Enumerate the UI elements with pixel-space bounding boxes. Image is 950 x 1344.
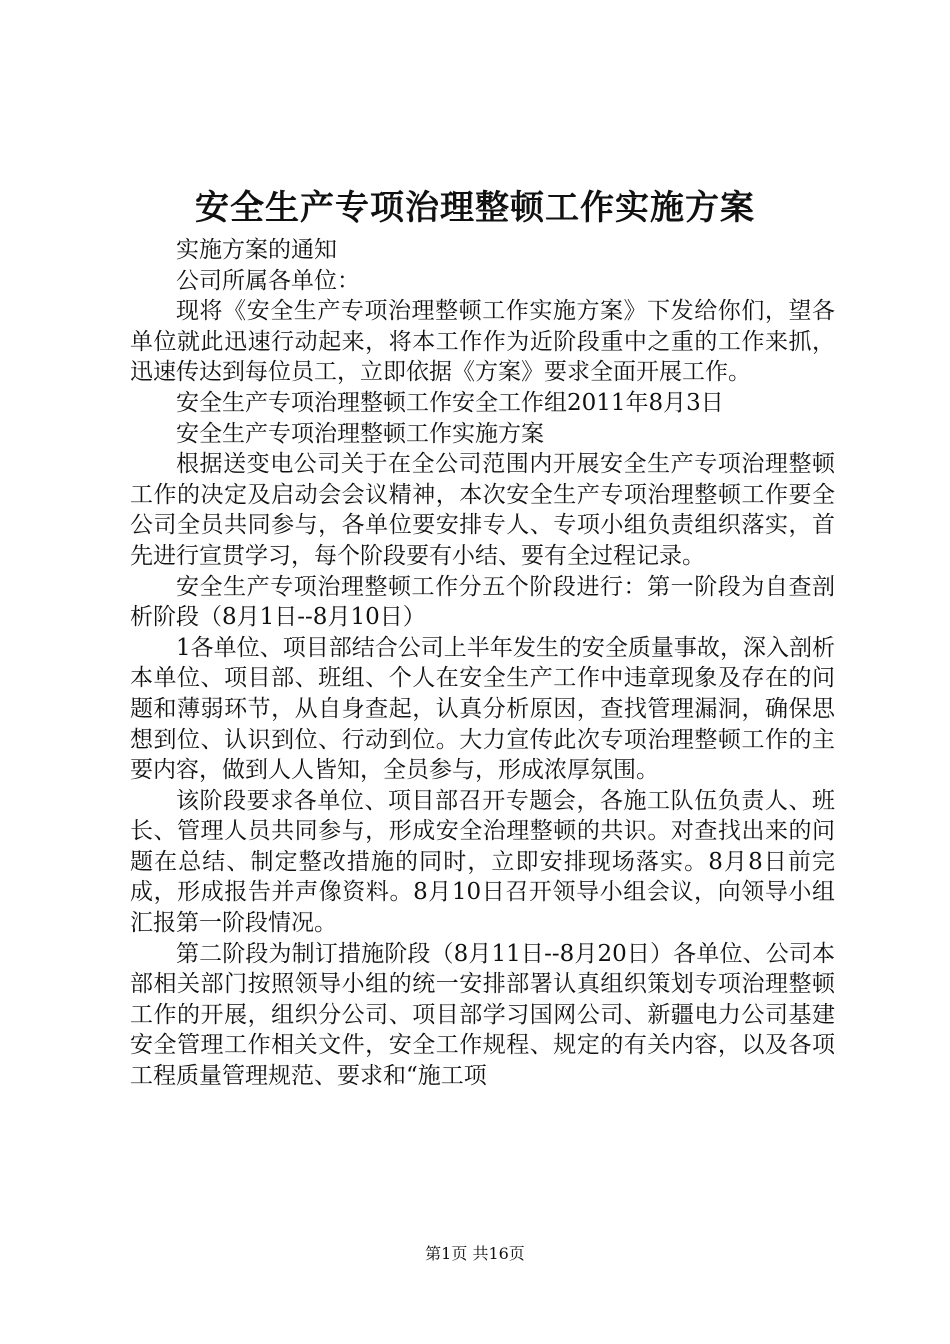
paragraph-phases: 安全生产专项治理整顿工作分五个阶段进行：第一阶段为自查剖析阶段（8月1日--8月10日） (130, 573, 835, 631)
document-title: 安全生产专项治理整顿工作实施方案 (195, 188, 755, 228)
paragraph-plan-heading: 安全生产专项治理整顿工作实施方案 (176, 420, 544, 447)
document-body (130, 235, 835, 1092)
paragraph-signature-date: 安全生产专项治理整顿工作安全工作组2011年8月3日 (176, 389, 724, 416)
page-footer: 第1页 共16页 (425, 1244, 525, 1263)
paragraph-phase-two: 第二阶段为制订措施阶段（8月11日--8月20日）各单位、公司本部相关部门按照领导小组的统一安排部署认真组织策划专项治理整顿工作的开展，组织分公司、项目部学习国网公司、新疆电力公司基建安全管理工作相关文件，安全工作规程、规定的有关内容，以及各项工程质量管理规范、要求和“施工项 (130, 940, 835, 1090)
paragraph-phase-one-item: 1各单位、项目部结合公司上半年发生的安全质量事故，深入剖析本单位、项目部、班组、个人在安全生产工作中违章现象及存在的问题和薄弱环节，从自身查起，认真分析原因，查找管理漏洞，确保思想到位、认识到位、行动到位。大力宣传此次专项治理整顿工作的主要内容，做到人人皆知，全员参与，形成浓厚氛围。 (130, 634, 835, 784)
paragraph-background: 根据送变电公司关于在全公司范围内开展安全生产专项治理整顿工作的决定及启动会会议精神，本次安全生产专项治理整顿工作要全公司全员共同参与，各单位要安排专人、专项小组负责组织落实，首先进行宣贯学习，每个阶段要有小结、要有全过程记录。 (130, 451, 835, 569)
paragraph-intro: 现将《安全生产专项治理整顿工作实施方案》下发给你们，望各单位就此迅速行动起来，将本工作作为近阶段重中之重的工作来抓，迅速传达到每位员工，立即依据《方案》要求全面开展工作。 (130, 298, 835, 386)
paragraph-notice-heading: 实施方案的通知 (176, 237, 337, 263)
paragraph-salutation: 公司所属各单位： (176, 267, 360, 294)
paragraph-phase-one-requirements: 该阶段要求各单位、项目部召开专题会，各施工队伍负责人、班长、管理人员共同参与，形成安全治理整顿的共识。对查找出来的问题在总结、制定整改措施的同时，立即安排现场落实。8月8日前完成，形成报告并声像资料。8月10日召开领导小组会议，向领导小组汇报第一阶段情况。 (130, 787, 835, 937)
